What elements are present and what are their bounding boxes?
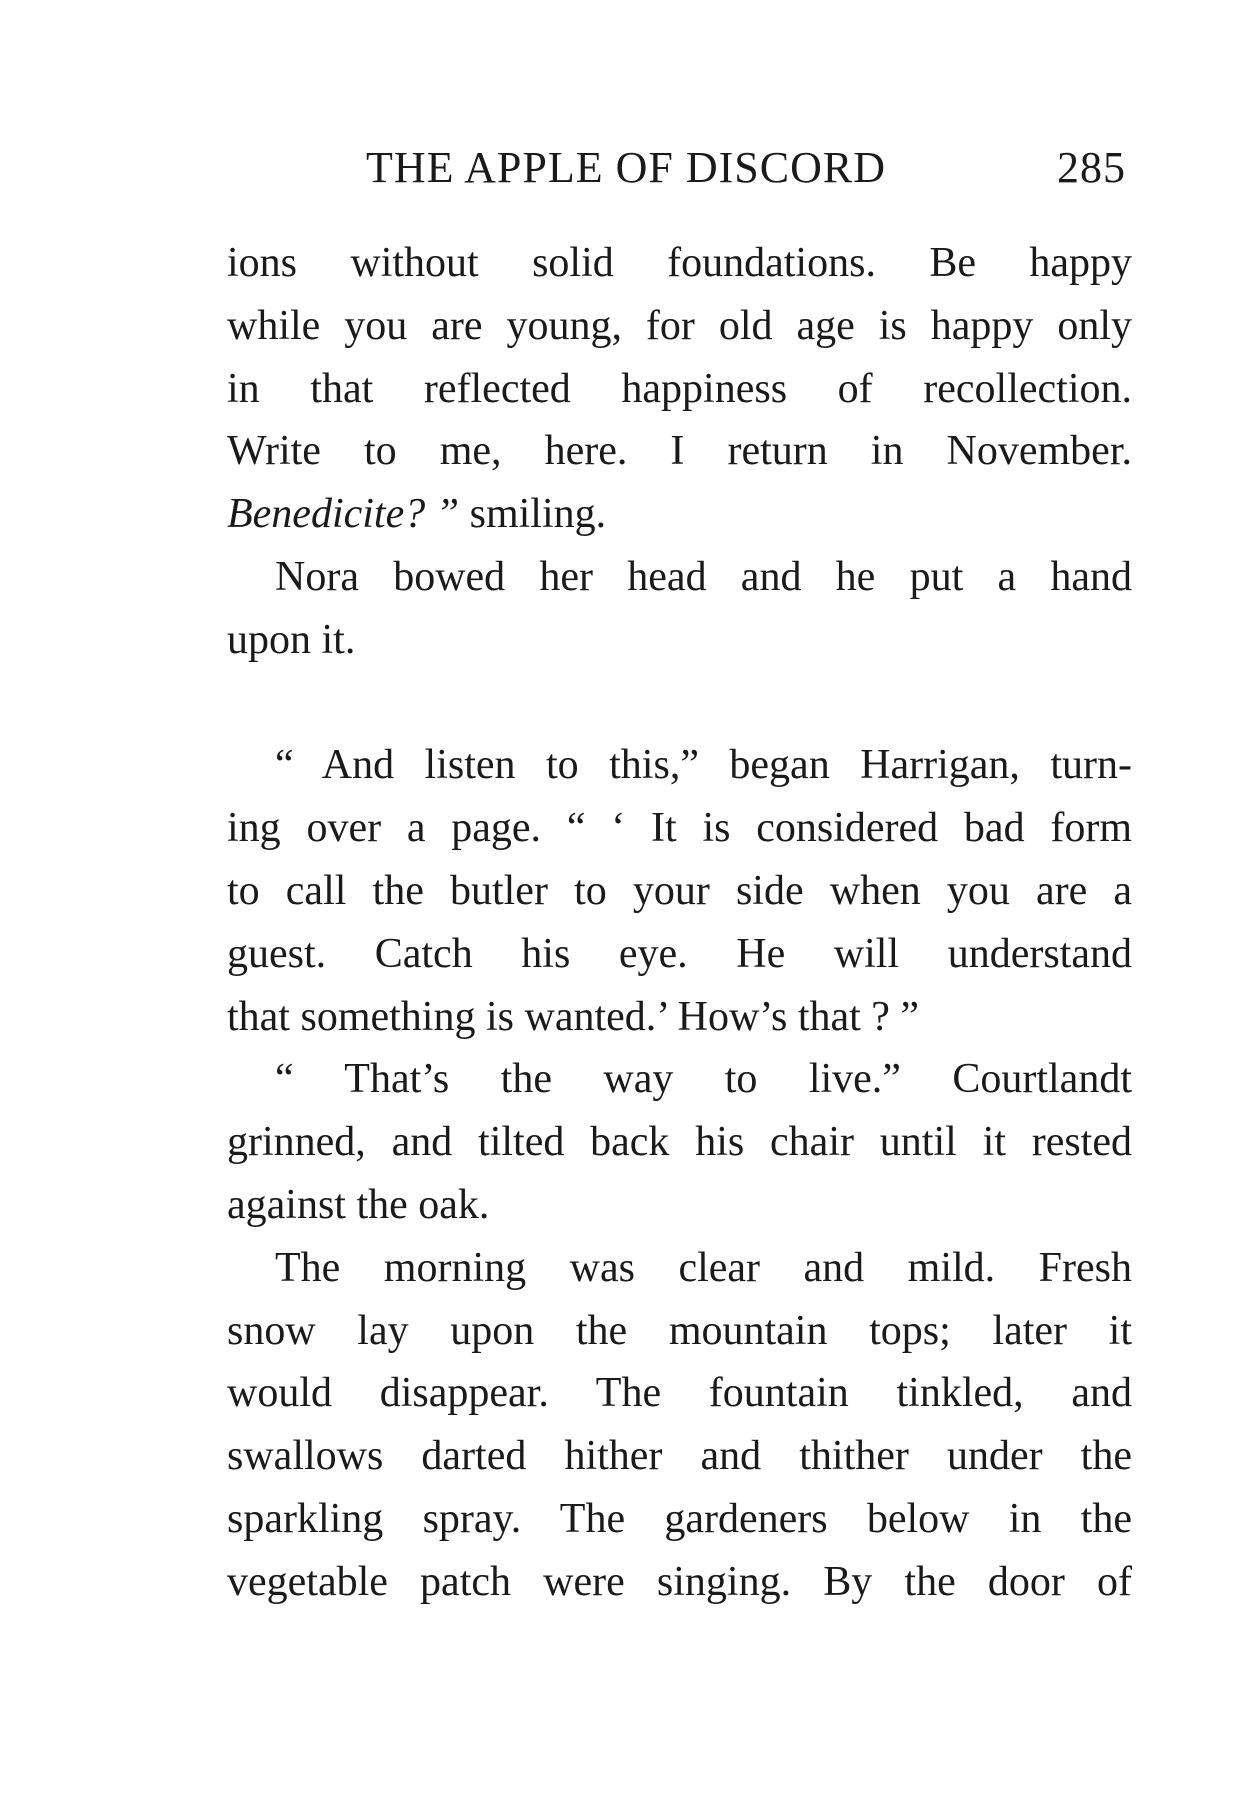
text-line: snow lay upon the mountain tops; later it — [227, 1307, 1132, 1354]
text-line: upon it. — [227, 616, 356, 663]
text-line: sparkling spray. The gardeners below in the — [227, 1495, 1132, 1542]
text-line: Nora bowed her head and he put a hand — [275, 553, 1132, 600]
italic-phrase: Benedicite? ” — [227, 491, 460, 538]
text-line: The morning was clear and mild. Fresh — [275, 1244, 1132, 1291]
text-line: Write to me, here. I return in November. — [227, 428, 1132, 475]
text-line: vegetable patch were singing. By the door of — [227, 1558, 1132, 1605]
text-line: grinned, and tilted back his chair until it rested — [227, 1119, 1132, 1166]
text-line: that something is wanted.’ How’s that ? ” — [227, 993, 920, 1040]
text-line: ions without solid foundations. Be happy — [227, 240, 1132, 286]
text-line: in that reflected happiness of recollection. — [227, 365, 1132, 412]
text-line: swallows darted hither and thither under the — [227, 1433, 1132, 1480]
text-line: against the oak. — [227, 1181, 490, 1228]
text-line: “ And listen to this,” began Harrigan, turn- — [275, 742, 1132, 789]
text-line: “ That’s the way to live.” Courtlandt — [275, 1056, 1132, 1103]
text-line: would disappear. The fountain tinkled, and — [227, 1370, 1132, 1417]
text-line: guest. Catch his eye. He will understand — [227, 930, 1132, 977]
text-line: while you are young, for old age is happy only — [227, 302, 1132, 349]
section-break — [227, 672, 1132, 735]
text-line: ing over a page. “ ‘ It is considered bad form — [227, 805, 1132, 852]
running-title: THE APPLE OF DISCORD — [366, 143, 886, 192]
text-line — [227, 483, 1132, 546]
text-line: to call the butler to your side when you are a — [227, 867, 1132, 914]
page-header — [366, 142, 1126, 202]
body-text — [227, 232, 1132, 1614]
text-fragment: smiling. — [469, 491, 607, 538]
page-number: 285 — [1057, 143, 1126, 192]
